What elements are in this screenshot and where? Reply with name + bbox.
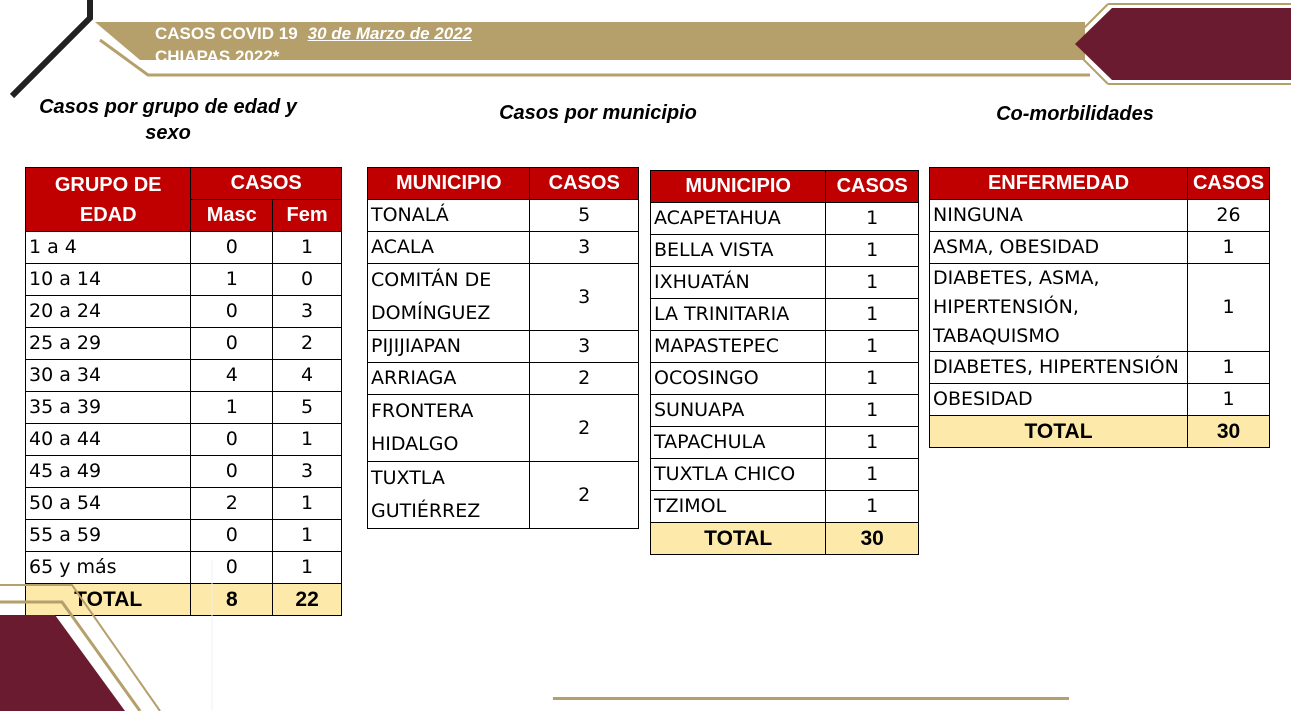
table-row <box>26 488 342 520</box>
casos-header: CASOS <box>530 168 639 200</box>
enfermedad-cell: ASMA, OBESIDAD <box>930 232 1188 264</box>
casos-cell: 1 <box>1188 352 1270 384</box>
masc-cell: 0 <box>191 424 273 456</box>
table-row <box>651 267 919 299</box>
municipio-table-2 <box>650 170 919 555</box>
municipio-cell: TZIMOL <box>651 491 826 523</box>
table-row <box>651 427 919 459</box>
banner-text <box>155 22 472 68</box>
banner-title: CASOS COVID 19 <box>155 24 298 43</box>
casos-cell: 5 <box>530 200 639 232</box>
masc-cell: 0 <box>191 520 273 552</box>
age-group-cell: 55 a 59 <box>26 520 191 552</box>
enfermedad-cell: DIABETES, HIPERTENSIÓN <box>930 352 1188 384</box>
table-row <box>368 264 639 331</box>
table-row <box>26 424 342 456</box>
table-row <box>930 352 1270 384</box>
casos-cell: 2 <box>530 462 639 529</box>
municipio-cell: BELLA VISTA <box>651 235 826 267</box>
municipio-cell: TONALÁ <box>368 200 530 232</box>
fem-cell: 1 <box>273 232 342 264</box>
total-fem: 22 <box>273 584 342 616</box>
masc-cell: 0 <box>191 328 273 360</box>
age-group-header: GRUPO DE EDAD <box>26 168 191 232</box>
table-row <box>368 462 639 529</box>
comorbilidades-section-title: Co-morbilidades <box>996 103 1154 125</box>
age-group-cell: 50 a 54 <box>26 488 191 520</box>
masc-cell: 0 <box>191 456 273 488</box>
municipio-cell: TUXTLA CHICO <box>651 459 826 491</box>
municipio-cell: COMITÁN DE DOMÍNGUEZ <box>368 264 530 331</box>
enfermedad-cell: DIABETES, ASMA, HIPERTENSIÓN, TABAQUISMO <box>930 264 1188 352</box>
casos-cell: 1 <box>826 203 919 235</box>
masc-cell: 2 <box>191 488 273 520</box>
table-row <box>368 331 639 363</box>
table-row <box>368 395 639 462</box>
casos-cell: 1 <box>826 235 919 267</box>
table-row <box>651 235 919 267</box>
table-row <box>26 264 342 296</box>
table-row <box>368 232 639 264</box>
fem-header: Fem <box>273 200 342 232</box>
casos-cell: 1 <box>826 395 919 427</box>
table-row <box>930 384 1270 416</box>
total-label: TOTAL <box>930 416 1188 448</box>
municipio-cell: FRONTERA HIDALGO <box>368 395 530 462</box>
casos-cell: 3 <box>530 331 639 363</box>
total-value: 30 <box>826 523 919 555</box>
table-row <box>651 299 919 331</box>
fem-cell: 1 <box>273 520 342 552</box>
fem-cell: 0 <box>273 264 342 296</box>
total-masc: 8 <box>191 584 273 616</box>
municipio-cell: ACALA <box>368 232 530 264</box>
fem-cell: 3 <box>273 296 342 328</box>
masc-cell: 1 <box>191 264 273 296</box>
table-row <box>651 459 919 491</box>
table-row <box>26 296 342 328</box>
comorbilidades-table <box>929 167 1270 448</box>
table-row <box>26 328 342 360</box>
total-row <box>930 416 1270 448</box>
enfermedad-cell: NINGUNA <box>930 200 1188 232</box>
casos-cell: 2 <box>530 363 639 395</box>
total-label: TOTAL <box>651 523 826 555</box>
table-row <box>368 363 639 395</box>
casos-cell: 1 <box>1188 232 1270 264</box>
age-group-cell: 40 a 44 <box>26 424 191 456</box>
municipio-header: MUNICIPIO <box>368 168 530 200</box>
casos-cell: 1 <box>826 491 919 523</box>
fem-cell: 1 <box>273 424 342 456</box>
casos-cell: 1 <box>826 299 919 331</box>
fem-cell: 3 <box>273 456 342 488</box>
table-row <box>930 200 1270 232</box>
fem-cell: 1 <box>273 552 342 584</box>
municipio-cell: SUNUAPA <box>651 395 826 427</box>
masc-cell: 4 <box>191 360 273 392</box>
age-group-cell: 35 a 39 <box>26 392 191 424</box>
table-row <box>26 392 342 424</box>
casos-cell: 1 <box>826 331 919 363</box>
municipio-cell: OCOSINGO <box>651 363 826 395</box>
municipio-cell: TAPACHULA <box>651 427 826 459</box>
municipio-cell: ARRIAGA <box>368 363 530 395</box>
municipio-section-title: Casos por municipio <box>499 102 697 124</box>
municipio-cell: ACAPETAHUA <box>651 203 826 235</box>
table-row <box>368 200 639 232</box>
casos-cell: 1 <box>826 427 919 459</box>
corner-decoration <box>0 560 215 711</box>
municipio-cell: IXHUATÁN <box>651 267 826 299</box>
table-row <box>651 491 919 523</box>
fem-cell: 5 <box>273 392 342 424</box>
table-row <box>651 203 919 235</box>
casos-cell: 1 <box>1188 384 1270 416</box>
fem-cell: 2 <box>273 328 342 360</box>
masc-header: Masc <box>191 200 273 232</box>
table-row <box>26 360 342 392</box>
municipio-header: MUNICIPIO <box>651 171 826 203</box>
municipio-cell: TUXTLA GUTIÉRREZ <box>368 462 530 529</box>
table-row <box>651 331 919 363</box>
total-value: 30 <box>1188 416 1270 448</box>
table-row <box>930 232 1270 264</box>
age-group-cell: 25 a 29 <box>26 328 191 360</box>
casos-cell: 1 <box>1188 264 1270 352</box>
table-row <box>930 264 1270 352</box>
casos-header: CASOS <box>826 171 919 203</box>
casos-header: CASOS <box>1188 168 1270 200</box>
table-row <box>26 232 342 264</box>
casos-cell: 3 <box>530 232 639 264</box>
masc-cell: 1 <box>191 392 273 424</box>
fem-cell: 4 <box>273 360 342 392</box>
municipio-cell: PIJIJIAPAN <box>368 331 530 363</box>
table-row <box>651 395 919 427</box>
age-section-title: Casos por grupo de edad y sexo <box>39 96 297 144</box>
casos-cell: 1 <box>826 267 919 299</box>
enfermedad-cell: OBESIDAD <box>930 384 1188 416</box>
casos-cell: 26 <box>1188 200 1270 232</box>
total-row <box>651 523 919 555</box>
casos-cell: 3 <box>530 264 639 331</box>
fem-cell: 1 <box>273 488 342 520</box>
age-group-cell: 20 a 24 <box>26 296 191 328</box>
enfermedad-header: ENFERMEDAD <box>930 168 1188 200</box>
casos-cell: 1 <box>826 459 919 491</box>
cases-header: CASOS <box>191 168 342 200</box>
casos-cell: 1 <box>826 363 919 395</box>
municipio-table-1 <box>367 167 639 529</box>
masc-cell: 0 <box>191 552 273 584</box>
municipio-cell: LA TRINITARIA <box>651 299 826 331</box>
casos-cell: 2 <box>530 395 639 462</box>
table-row <box>651 363 919 395</box>
age-group-cell: 65 y más <box>26 552 191 584</box>
age-group-cell: 30 a 34 <box>26 360 191 392</box>
age-group-cell: 10 a 14 <box>26 264 191 296</box>
age-group-cell: 1 a 4 <box>26 232 191 264</box>
banner-date: 30 de Marzo de 2022 <box>307 24 473 43</box>
municipio-cell: MAPASTEPEC <box>651 331 826 363</box>
bottom-divider <box>553 697 1069 700</box>
table-row <box>26 456 342 488</box>
masc-cell: 0 <box>191 296 273 328</box>
total-label: TOTAL <box>26 584 191 616</box>
banner-subtitle: CHIAPAS 2022* <box>155 47 280 66</box>
masc-cell: 0 <box>191 232 273 264</box>
age-group-cell: 45 a 49 <box>26 456 191 488</box>
age-sex-table <box>25 167 342 616</box>
table-row <box>26 520 342 552</box>
